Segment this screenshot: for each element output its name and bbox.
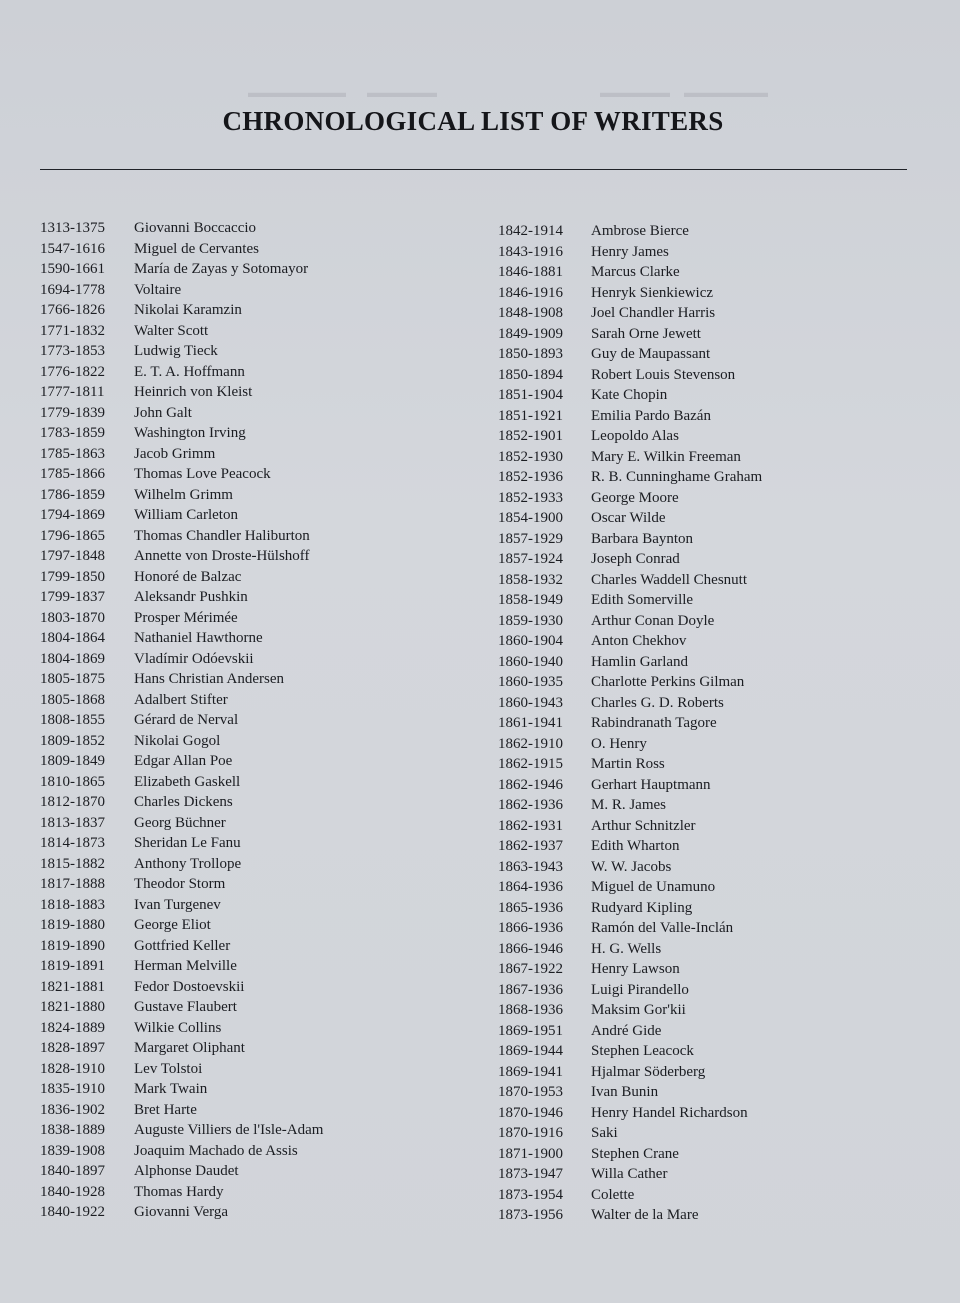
writer-name: Lev Tolstoi [134, 1060, 203, 1077]
writer-name: Colette [591, 1186, 635, 1203]
writer-name: Thomas Hardy [134, 1183, 224, 1200]
writer-name: William Carleton [134, 507, 238, 523]
writer-name: Joel Chandler Harris [591, 305, 716, 321]
writer-years: 1863-1943 [498, 858, 563, 875]
writer-name: Auguste Villiers de l'Isle-Adam [134, 1122, 324, 1138]
writer-years: 1860-1940 [498, 653, 563, 670]
writer-name: Henryk Sienkiewicz [591, 284, 714, 301]
writer-name: Leopoldo Alas [591, 428, 679, 444]
writer-name: Bret Harte [134, 1101, 197, 1118]
writer-years: 1858-1932 [498, 571, 563, 588]
show-through-text: ▬▬▬▬▬ ▬▬▬▬▬▬ [600, 86, 768, 101]
writer-name: Giovanni Boccaccio [134, 220, 257, 236]
writer-name: Theodor Storm [134, 876, 226, 892]
writer-years: 1873-1956 [498, 1207, 563, 1223]
writer-years: 1766-1826 [40, 302, 105, 318]
writer-name: Voltaire [134, 281, 182, 298]
writer-name: Aleksandr Pushkin [134, 589, 248, 605]
writer-years: 1819-1891 [40, 958, 105, 974]
writer-name: Ivan Bunin [591, 1084, 659, 1100]
writer-years: 1852-1933 [498, 489, 563, 506]
writer-years: 1862-1946 [498, 776, 563, 793]
writer-name: Wilhelm Grimm [134, 486, 233, 503]
writer-years: 1813-1837 [40, 814, 105, 831]
writer-name: Barbara Baynton [591, 530, 694, 547]
writer-years: 1804-1869 [40, 650, 105, 667]
writer-years: 1796-1865 [40, 527, 105, 544]
writer-years: 1799-1850 [40, 568, 105, 585]
writer-name: Anton Chekhov [591, 633, 687, 649]
writer-name: Anthony Trollope [134, 855, 242, 872]
writer-name: W. W. Jacobs [591, 858, 672, 875]
writer-years: 1838-1889 [40, 1122, 105, 1138]
writer-years: 1857-1924 [498, 551, 563, 567]
writer-name: Edith Somerville [591, 592, 694, 608]
writer-years: 1777-1811 [40, 384, 105, 400]
writer-years: 1866-1936 [498, 920, 563, 936]
writer-years: 1869-1944 [498, 1043, 563, 1059]
writer-name: Gottfried Keller [134, 937, 231, 954]
writer-years: 1870-1953 [498, 1084, 563, 1100]
writer-name: Hans Christian Andersen [134, 671, 284, 687]
writer-name: Edgar Allan Poe [134, 753, 233, 769]
writer-years: 1805-1868 [40, 691, 105, 708]
writer-years: 1836-1902 [40, 1101, 105, 1118]
writer-name: Martin Ross [591, 756, 665, 772]
writer-name: Charles G. D. Roberts [591, 694, 724, 711]
writer-years: 1819-1890 [40, 937, 105, 954]
writer-name: Ramón del Valle-Inclán [591, 920, 734, 936]
writer-years: 1785-1863 [40, 445, 105, 462]
writer-years: 1859-1930 [498, 612, 563, 629]
writer-years: 1821-1880 [40, 999, 105, 1015]
writer-name: Robert Louis Stevenson [591, 366, 736, 383]
writer-years: 1846-1916 [498, 284, 563, 301]
writer-name: Georg Büchner [134, 814, 226, 831]
writer-years: 1835-1910 [40, 1081, 105, 1097]
writer-years: 1848-1908 [498, 305, 563, 321]
writer-name: Arthur Schnitzler [591, 817, 696, 834]
writer-years: 1840-1922 [40, 1204, 105, 1220]
title-rule [40, 169, 907, 170]
writer-years: 1773-1853 [40, 343, 105, 359]
writer-name: Sheridan Le Fanu [134, 835, 241, 851]
writer-years: 1850-1893 [498, 346, 563, 362]
writer-years: 1854-1900 [498, 510, 563, 526]
writer-name: Emilia Pardo Bazán [591, 407, 711, 424]
writer-name: Henry Handel Richardson [591, 1104, 748, 1121]
writer-years: 1818-1883 [40, 896, 105, 913]
writer-years: 1849-1909 [498, 325, 563, 342]
writer-name: Mary E. Wilkin Freeman [591, 448, 741, 465]
writer-years: 1871-1900 [498, 1145, 563, 1162]
show-through-text: ▬▬▬▬▬▬▬ ▬▬▬▬▬ [248, 86, 437, 101]
writer-years: 1861-1941 [498, 715, 563, 731]
writer-name: Wilkie Collins [134, 1019, 222, 1036]
writer-name: Vladímir Odóevskii [134, 650, 254, 667]
writer-years: 1809-1852 [40, 732, 105, 749]
writer-years: 1862-1936 [498, 797, 563, 813]
writer-name: Guy de Maupassant [591, 346, 711, 362]
writer-name: Elizabeth Gaskell [134, 773, 241, 790]
writer-years: 1824-1889 [40, 1019, 105, 1036]
writer-name: Annette von Droste-Hülshoff [134, 548, 310, 564]
writer-name: Gerhart Hauptmann [591, 776, 711, 793]
writer-name: E. T. A. Hoffmann [134, 363, 245, 380]
writer-years: 1547-1616 [40, 240, 105, 257]
writer-years: 1860-1935 [498, 674, 563, 690]
writer-name: R. B. Cunninghame Graham [591, 469, 763, 485]
writer-years: 1862-1910 [498, 735, 563, 752]
writer-years: 1873-1954 [498, 1186, 563, 1203]
writer-name: Walter Scott [134, 322, 209, 339]
writer-years: 1862-1915 [498, 756, 563, 772]
writer-name: Alphonse Daudet [134, 1163, 239, 1179]
writer-name: Mark Twain [134, 1081, 208, 1097]
writer-name: Ivan Turgenev [134, 896, 221, 913]
writer-name: Miguel de Cervantes [134, 240, 259, 257]
writer-years: 1779-1839 [40, 404, 105, 421]
writer-years: 1858-1949 [498, 592, 563, 608]
writer-years: 1799-1837 [40, 589, 105, 605]
writer-name: Jacob Grimm [134, 445, 216, 462]
writer-years: 1814-1873 [40, 835, 105, 851]
writer-name: Edith Wharton [591, 838, 680, 854]
writer-years: 1313-1375 [40, 220, 105, 236]
writer-name: Thomas Chandler Haliburton [134, 527, 310, 544]
writer-name: Willa Cather [591, 1166, 668, 1182]
writer-name: George Moore [591, 489, 679, 506]
writer-years: 1851-1904 [498, 387, 563, 403]
writer-years: 1869-1951 [498, 1022, 563, 1039]
writer-years: 1805-1875 [40, 671, 105, 687]
writer-name: Saki [591, 1125, 618, 1141]
writer-years: 1862-1931 [498, 817, 563, 834]
writer-years: 1857-1929 [498, 530, 563, 547]
writer-name: Stephen Crane [591, 1145, 679, 1162]
writer-name: Prosper Mérimée [134, 609, 238, 626]
writer-years: 1817-1888 [40, 876, 105, 892]
writer-name: Hamlin Garland [591, 653, 689, 670]
writer-name: Hjalmar Söderberg [591, 1063, 706, 1080]
writer-name: André Gide [591, 1022, 662, 1039]
writer-years: 1868-1936 [498, 1002, 563, 1018]
writer-years: 1804-1864 [40, 630, 105, 646]
writer-name: Arthur Conan Doyle [591, 612, 715, 629]
writer-name: M. R. James [591, 797, 666, 813]
writer-years: 1870-1946 [498, 1104, 563, 1121]
writer-name: Ludwig Tieck [134, 343, 218, 359]
writer-years: 1862-1937 [498, 838, 563, 854]
writer-years: 1867-1936 [498, 981, 563, 998]
writer-name: Giovanni Verga [134, 1204, 229, 1220]
writer-name: Honoré de Balzac [134, 568, 242, 585]
writer-name: Luigi Pirandello [591, 981, 689, 998]
writer-years: 1828-1910 [40, 1060, 105, 1077]
writer-years: 1810-1865 [40, 773, 105, 790]
writer-years: 1869-1941 [498, 1063, 563, 1080]
writer-years: 1843-1916 [498, 243, 563, 260]
writer-years: 1821-1881 [40, 978, 105, 995]
writer-name: Margaret Oliphant [134, 1040, 245, 1056]
writer-name: Maksim Gor'kii [591, 1002, 686, 1018]
writer-name: Charles Waddell Chesnutt [591, 571, 747, 588]
writer-years: 1839-1908 [40, 1142, 105, 1159]
writer-name: Fedor Dostoevskii [134, 978, 245, 995]
writer-years: 1803-1870 [40, 609, 105, 626]
writer-years: 1828-1897 [40, 1040, 105, 1056]
writer-years: 1864-1936 [498, 879, 563, 895]
writer-name: Sarah Orne Jewett [591, 325, 701, 342]
writer-years: 1794-1869 [40, 507, 105, 523]
writer-years: 1846-1881 [498, 264, 563, 280]
writer-name: Gérard de Nerval [134, 712, 239, 728]
writer-years: 1815-1882 [40, 855, 105, 872]
writer-name: Henry James [591, 243, 669, 260]
writer-name: Charles Dickens [134, 794, 233, 810]
writer-years: 1852-1930 [498, 448, 563, 465]
writer-years: 1809-1849 [40, 753, 105, 769]
writer-years: 1851-1921 [498, 407, 563, 424]
writer-years: 1797-1848 [40, 548, 105, 564]
writer-years: 1812-1870 [40, 794, 105, 810]
writer-years: 1590-1661 [40, 261, 105, 277]
writer-name: Stephen Leacock [591, 1043, 694, 1059]
writer-name: Charlotte Perkins Gilman [591, 674, 745, 690]
writer-name: Joseph Conrad [591, 551, 680, 567]
writer-years: 1771-1832 [40, 322, 105, 339]
writer-name: Nikolai Gogol [134, 732, 221, 749]
writer-years: 1852-1936 [498, 469, 563, 485]
page-title: CHRONOLOGICAL LIST OF WRITERS [222, 106, 724, 136]
writer-name: Kate Chopin [591, 387, 668, 403]
writer-years: 1785-1866 [40, 466, 105, 482]
writer-name: María de Zayas y Sotomayor [134, 261, 309, 277]
writer-years: 1808-1855 [40, 712, 105, 728]
writer-name: Gustave Flaubert [134, 999, 237, 1015]
writer-name: Heinrich von Kleist [134, 384, 253, 400]
writer-years: 1866-1946 [498, 940, 563, 957]
writer-years: 1783-1859 [40, 425, 105, 441]
writer-name: Henry Lawson [591, 961, 680, 977]
writer-years: 1852-1901 [498, 428, 563, 444]
writer-years: 1867-1922 [498, 961, 563, 977]
writer-name: Marcus Clarke [591, 264, 680, 280]
writer-years: 1842-1914 [498, 223, 563, 239]
writer-name: Thomas Love Peacock [134, 466, 271, 482]
writer-years: 1865-1936 [498, 899, 563, 916]
writer-years: 1776-1822 [40, 363, 105, 380]
writer-years: 1870-1916 [498, 1125, 563, 1141]
writer-years: 1840-1928 [40, 1183, 105, 1200]
writer-name: Rudyard Kipling [591, 899, 693, 916]
writer-years: 1873-1947 [498, 1166, 563, 1182]
writer-name: George Eliot [134, 917, 211, 933]
writer-years: 1694-1778 [40, 281, 105, 298]
writer-years: 1840-1897 [40, 1163, 105, 1179]
writer-years: 1860-1904 [498, 633, 563, 649]
writer-name: Joaquim Machado de Assis [134, 1142, 298, 1159]
writer-name: Oscar Wilde [591, 510, 666, 526]
writer-name: Nathaniel Hawthorne [134, 630, 263, 646]
writer-name: Rabindranath Tagore [591, 715, 717, 731]
writer-years: 1786-1859 [40, 486, 105, 503]
writer-years: 1860-1943 [498, 694, 563, 711]
writer-name: John Galt [134, 404, 192, 421]
writer-name: Miguel de Unamuno [591, 879, 716, 895]
writer-name: Herman Melville [134, 958, 237, 974]
writer-years: 1850-1894 [498, 366, 563, 383]
writer-name: H. G. Wells [591, 940, 662, 957]
writer-name: O. Henry [591, 735, 647, 752]
writer-years: 1819-1880 [40, 917, 105, 933]
writer-name: Ambrose Bierce [591, 223, 689, 239]
writer-name: Washington Irving [134, 425, 246, 441]
writer-name: Walter de la Mare [591, 1207, 699, 1223]
writer-name: Nikolai Karamzin [134, 302, 242, 318]
writer-name: Adalbert Stifter [134, 691, 228, 708]
